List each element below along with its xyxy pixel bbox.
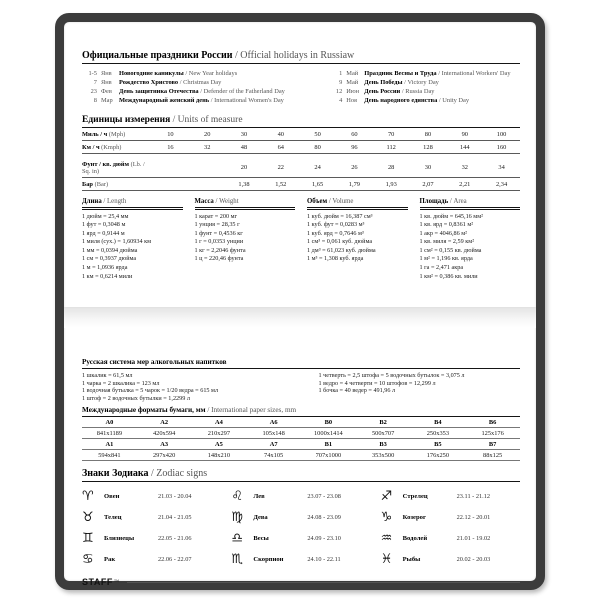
units-table-row-psi [82, 158, 520, 178]
taurus-icon: ♉ [82, 510, 94, 526]
unit-value [189, 181, 226, 188]
unit-value: 1,65 [311, 180, 324, 188]
zodiac-name: Весы [253, 535, 269, 543]
unit-value: 30 [424, 164, 432, 171]
conversion-line: 1 ярд = 0,9144 м [82, 229, 125, 237]
paper-format: B2 [379, 418, 387, 426]
paper-format: B7 [488, 440, 497, 448]
zodiac-dates: 21.03 - 20.04 [158, 493, 192, 501]
units-row-values [152, 131, 520, 138]
holiday-name [364, 78, 520, 87]
conversion-lines [307, 213, 408, 265]
paper-format: A2 [160, 418, 169, 426]
units-row-label-en: (Lb. / Sq. in) [82, 160, 145, 175]
conversion-line: 1 фут = 0,3048 м [82, 221, 126, 229]
holiday-date: 23 [90, 88, 97, 95]
units-row-label [82, 144, 152, 151]
unit-value: 160 [496, 143, 507, 151]
conversion-line: 1 дм³ = 61,023 куб. дюйма [307, 246, 376, 254]
holiday-name-en: / Christmas Day [178, 79, 222, 86]
units-row-values [152, 164, 520, 171]
paper-value-row [82, 450, 520, 461]
unit-value: 1,52 [275, 180, 287, 188]
paper-dimensions: 353x500 [371, 451, 395, 459]
zodiac-dates: 20.02 - 20.03 [456, 556, 491, 564]
conversion-line: 1 миля (сух.) = 1,60934 км [82, 238, 152, 246]
paper-dimensions: 176x250 [426, 451, 450, 459]
conversion-column-volume [307, 198, 408, 281]
zodiac-title [82, 468, 520, 482]
paper-format: B6 [488, 418, 497, 426]
unit-value: 32 [461, 164, 468, 171]
conversion-line: 1 м = 1,0936 ярда [82, 264, 128, 272]
zodiac-name: Козерог [402, 514, 426, 522]
conversion-line: 1 см³ = 0,061 куб. дюйма [307, 238, 373, 246]
units-table-row-bar [82, 178, 520, 191]
page-content [64, 50, 536, 587]
holiday-month: Фев [101, 88, 112, 95]
alcohol-line: 1 шкалик = 61,5 мл [82, 372, 133, 380]
holiday-date: 7 [93, 79, 97, 86]
conversion-title-en: / Volume [327, 198, 354, 205]
conversion-line: 1 км² = 0,386 кв. мили [419, 272, 478, 280]
unit-value: 2,34 [495, 180, 508, 188]
unit-value: 80 [424, 130, 432, 138]
virgo-icon: ♍ [231, 510, 243, 526]
holiday-row [327, 69, 520, 78]
holiday-name-en: / New Year holidays [183, 70, 238, 77]
conversion-lines [82, 213, 183, 282]
zodiac-row [82, 486, 221, 507]
holiday-name-ru: Праздник Весны и Труда [364, 70, 437, 77]
conversion-line: 1 мм = 0,0394 дюйма [82, 246, 138, 254]
alcohol-title [82, 358, 520, 369]
paper-dimensions: 297x420 [152, 451, 176, 459]
holidays-left-column [82, 69, 327, 105]
units-row-label [82, 131, 152, 138]
holiday-name-en: / International Workers' Day [436, 70, 511, 77]
paper-format: B0 [324, 418, 333, 426]
unit-value: 144 [459, 143, 470, 151]
units-row-label-ru: Бар [82, 180, 93, 188]
alcohol-block [82, 372, 520, 402]
holiday-row [82, 78, 327, 87]
libra-icon: ♎ [231, 531, 243, 547]
unit-value [189, 164, 226, 171]
paper-dimensions: 707x1000 [315, 451, 342, 459]
holiday-row [82, 69, 327, 78]
paper-format: A3 [160, 440, 169, 448]
holiday-name [119, 69, 327, 78]
diary-page [55, 13, 545, 590]
conversion-line: 1 фунт = 0,4536 кг [194, 229, 243, 237]
paper-dimensions: 210x297 [207, 429, 231, 437]
alcohol-line: 1 штоф = 2 водочных бутылки = 1,2299 л [82, 394, 190, 402]
conversion-line: 1 акр = 4046,86 м² [419, 229, 467, 237]
holiday-month: Янв [101, 79, 112, 86]
holiday-name-en: / Russia Day [400, 88, 435, 95]
conversion-lines [195, 213, 296, 265]
units-row-label-ru: Фунт / кв. дюйм [82, 160, 129, 168]
zodiac-row [381, 507, 520, 528]
conversion-title-en: / Length [101, 198, 127, 205]
zodiac-title-ru: Знаки Зодиака [82, 468, 149, 480]
paper-dimensions: 250x353 [426, 429, 450, 437]
aries-icon: ♈ [82, 489, 94, 505]
holiday-month: Май [346, 79, 359, 86]
units-row-values [152, 181, 520, 188]
zodiac-column-3 [381, 486, 520, 570]
holiday-date: 8 [93, 97, 97, 104]
holiday-date: 1 [339, 70, 343, 77]
zodiac-dates: 24.09 - 23.10 [307, 535, 341, 543]
holiday-month: Июн [346, 88, 360, 95]
page-footer [82, 577, 520, 587]
conversion-line: 1 км = 0,6214 мили [82, 272, 133, 280]
conversion-line: 1 кв. ярд = 0,8361 м² [419, 221, 474, 229]
zodiac-row [381, 528, 520, 549]
unit-value: 32 [204, 143, 211, 151]
conversion-line: 1 га = 2,471 акра [419, 264, 464, 272]
zodiac-column-2 [231, 486, 370, 570]
zodiac-grid [82, 486, 520, 570]
unit-value: 64 [277, 143, 284, 151]
units-table-row-kmph [82, 141, 520, 154]
zodiac-row [82, 549, 221, 570]
conversion-line: 1 куб. ярд = 0,7646 м³ [307, 229, 364, 237]
conversion-line: 1 унция = 28,35 г [194, 221, 240, 229]
conversion-column-weight [195, 198, 296, 281]
sagittarius-icon: ♐ [380, 489, 393, 505]
conversion-line: 1 куб. фут = 0,0283 м³ [307, 221, 365, 229]
conversion-line: 1 куб. дюйм = 16,387 см³ [307, 212, 373, 220]
holiday-row [82, 87, 327, 96]
paper-format: A0 [105, 418, 114, 426]
unit-value: 48 [240, 143, 248, 151]
capricorn-icon: ♑ [380, 510, 393, 526]
conversion-title-ru: Масса [194, 198, 214, 205]
cancer-icon: ♋ [82, 552, 94, 568]
units-row-label-ru: Миль / ч [82, 130, 108, 138]
unit-value: 112 [386, 143, 396, 151]
footer-rule [127, 582, 520, 583]
scorpio-icon: ♏ [231, 552, 243, 568]
paper-dimensions: 1000x1414 [313, 429, 343, 437]
holiday-name-en: / Victory Day [402, 79, 439, 86]
paper-format: A6 [269, 418, 278, 426]
alcohol-title-text: Русская система мер алкогольных напитков [82, 358, 227, 367]
units-table-row-mph [82, 128, 520, 141]
unit-value: 28 [387, 164, 395, 171]
leo-icon: ♌ [231, 489, 243, 505]
units-row-label-ru: Км / ч [82, 143, 100, 151]
units-row-label [82, 181, 152, 188]
holiday-name [119, 78, 327, 87]
unit-value: 20 [204, 130, 211, 138]
holiday-row [82, 96, 327, 105]
zodiac-row [82, 507, 221, 528]
paper-format: A7 [269, 440, 278, 448]
paper-sizes-title [82, 406, 520, 417]
paper-format: B3 [379, 440, 387, 448]
unit-value: 40 [277, 130, 284, 138]
holiday-name-en: / Unity Day [437, 97, 470, 104]
paper-header-row [82, 439, 520, 450]
paper-header-row [82, 417, 520, 428]
unit-value: 16 [167, 143, 174, 151]
holiday-name-ru: День России [364, 88, 401, 95]
holiday-name-en: / Defender of the Fatherland Day [198, 88, 285, 95]
conversion-column-title [307, 198, 408, 210]
zodiac-name: Водолей [402, 535, 428, 543]
paper-sizes-table [82, 417, 520, 461]
alcohol-line: 1 бочка = 40 ведер = 491,96 л [318, 387, 396, 395]
unit-value: 30 [240, 130, 248, 138]
zodiac-dates: 24.08 - 23.09 [307, 514, 341, 522]
aquarius-icon: ♒ [380, 531, 393, 547]
conversion-line: 1 м² = 1,196 кв. ярда [419, 255, 473, 263]
zodiac-name: Стрелец [402, 493, 428, 501]
conversion-line: 1 карат = 200 мг [194, 212, 238, 220]
zodiac-column-1 [82, 486, 221, 570]
conversion-column-area [420, 198, 521, 281]
zodiac-dates: 22.05 - 21.06 [158, 535, 192, 543]
page-seam-shadow [64, 307, 536, 328]
zodiac-row [381, 549, 520, 570]
unit-value: 128 [423, 143, 433, 151]
unit-value: 1,38 [238, 180, 250, 188]
units-row-label-en: (Bar) [94, 180, 109, 188]
conversion-column-title [195, 198, 296, 210]
paper-dimensions: 420x594 [152, 429, 176, 437]
units-table [82, 128, 520, 191]
units-title-ru: Единицы измерения [82, 115, 171, 125]
zodiac-title-en: / Zodiac signs [148, 468, 208, 480]
zodiac-dates: 24.10 - 22.11 [307, 556, 341, 564]
unit-value: 60 [351, 130, 358, 138]
zodiac-name: Овен [104, 493, 120, 501]
holiday-name-ru: День защитника Отечества [119, 88, 199, 95]
conversion-title-ru: Длина [82, 198, 102, 205]
holiday-row [327, 78, 520, 87]
paper-title-en: / International paper sizes, mm [205, 406, 297, 415]
conversion-line: 1 см = 0,3937 дюйма [82, 255, 137, 263]
paper-dimensions: 148x210 [207, 451, 231, 459]
conversion-title-ru: Объем [307, 198, 328, 205]
paper-format: B4 [434, 418, 442, 426]
holiday-name-ru: День народного единства [364, 97, 438, 104]
zodiac-name: Рыбы [402, 556, 421, 564]
holidays-list [82, 69, 520, 105]
holiday-month: Ноя [346, 97, 357, 104]
unit-value: 22 [277, 164, 284, 171]
unit-value: 20 [240, 164, 248, 171]
staff-logo: STAFF [82, 577, 113, 588]
alcohol-left-column [82, 372, 319, 402]
holiday-date: 1-5 [88, 70, 97, 77]
trademark-mark: ™ [113, 579, 119, 585]
alcohol-line: 1 водочная бутылка = 5 чарок = 1/20 ведра = 615 мл [82, 387, 219, 395]
unit-value: 1,93 [385, 180, 397, 188]
unit-value: 2,21 [459, 180, 471, 188]
zodiac-name: Скорпион [253, 556, 284, 564]
holiday-name [364, 69, 520, 78]
conversion-lines [420, 213, 521, 282]
conversion-line: 1 кг = 2,2046 фунта [194, 246, 246, 254]
conversion-line: 1 ц = 220,46 фунта [194, 255, 244, 263]
paper-dimensions: 74x105 [264, 451, 284, 459]
gemini-icon: ♊ [82, 531, 94, 547]
holiday-month: Янв [101, 70, 112, 77]
zodiac-name: Рак [104, 556, 116, 564]
paper-format: A5 [214, 440, 223, 448]
zodiac-row [231, 486, 370, 507]
paper-dimensions: 500x707 [371, 429, 395, 437]
paper-format: B5 [434, 440, 442, 448]
holiday-date: 12 [335, 88, 343, 95]
paper-format: A1 [105, 440, 114, 448]
unit-value: 70 [387, 130, 395, 138]
units-row-label-en: (Kmph) [101, 143, 122, 151]
zodiac-name: Лев [253, 493, 265, 501]
units-row-label [82, 161, 152, 175]
zodiac-row [82, 528, 221, 549]
alcohol-right-column [319, 372, 520, 402]
paper-value-row [82, 428, 520, 439]
zodiac-row [231, 507, 370, 528]
holiday-name [364, 87, 520, 96]
unit-value: 26 [351, 164, 358, 171]
holidays-title [82, 50, 520, 64]
pisces-icon: ♓ [380, 552, 393, 568]
unit-value: 96 [351, 143, 358, 151]
unit-value: 100 [496, 130, 507, 138]
holiday-date: 9 [339, 79, 343, 86]
holiday-name-ru: Международный женский день [119, 97, 210, 104]
paper-dimensions: 125x176 [481, 429, 504, 437]
unit-value: 34 [498, 164, 505, 171]
paper-format: A4 [214, 418, 223, 426]
unit-value: 24 [314, 164, 321, 171]
holiday-name-en: / International Women's Day [209, 97, 284, 104]
unit-value [152, 181, 189, 188]
conversion-line: 1 г = 0,0353 унции [194, 238, 244, 246]
conversion-line: 1 дюйм = 25,4 мм [82, 212, 129, 220]
zodiac-dates: 22.12 - 20.01 [456, 514, 491, 522]
units-row-label-en: (Mph) [108, 130, 126, 138]
holiday-month: Май [346, 70, 359, 77]
paper-dimensions: 88x125 [483, 451, 503, 459]
zodiac-dates: 22.06 - 22.07 [158, 556, 192, 564]
holiday-name-ru: Рождество Христово [119, 79, 179, 86]
zodiac-row [381, 486, 520, 507]
zodiac-dates: 21.01 - 19.02 [456, 535, 491, 543]
conversion-column-title [420, 198, 521, 210]
zodiac-name: Телец [104, 514, 122, 522]
unit-value: 90 [461, 130, 468, 138]
paper-dimensions: 105x148 [262, 429, 285, 437]
conversion-column-length [82, 198, 183, 281]
conversion-title-en: / Weight [213, 198, 239, 205]
holiday-row [327, 87, 520, 96]
conversion-line: 1 см² = 0,155 кв. дюйма [419, 246, 482, 254]
holidays-right-column [327, 69, 520, 105]
paper-dimensions: 594x841 [98, 451, 121, 459]
holiday-name-ru: День Победы [364, 79, 403, 86]
conversion-line: 1 кв. миля = 2,59 км² [419, 238, 475, 246]
zodiac-dates: 21.04 - 21.05 [158, 514, 192, 522]
paper-format: B1 [324, 440, 333, 448]
conversion-line: 1 м³ = 1,308 куб. ярда [307, 255, 364, 263]
alcohol-line: 1 чарка = 2 шкалика = 123 мл [82, 379, 160, 387]
holiday-month: Мар [101, 97, 113, 104]
unit-value: 80 [314, 143, 321, 151]
holidays-title-en: / Official holidays in Russiaw [232, 50, 355, 61]
alcohol-line: 1 ведро = 4 четверти = 10 штофов = 12,299 л [318, 379, 436, 387]
unit-value: 50 [314, 130, 321, 138]
zodiac-row [231, 528, 370, 549]
zodiac-dates: 23.11 - 21.12 [456, 493, 491, 501]
zodiac-dates: 23.07 - 23.08 [307, 493, 341, 501]
holiday-name [364, 96, 520, 105]
zodiac-name: Близнецы [104, 535, 135, 543]
conversion-block [82, 198, 520, 281]
conversion-title-ru: Площадь [419, 198, 449, 205]
zodiac-name: Дева [253, 514, 268, 522]
units-row-values [152, 144, 520, 151]
zodiac-row [231, 549, 370, 570]
unit-value: 1,79 [348, 180, 360, 188]
alcohol-line: 1 четверть = 2,5 штофа = 5 водочных бутылок = 3,075 л [318, 372, 465, 380]
holiday-row [327, 96, 520, 105]
unit-value [152, 164, 189, 171]
paper-dimensions: 841x1189 [96, 429, 123, 437]
conversion-line: 1 кв. дюйм = 645,16 мм² [419, 212, 483, 220]
holiday-name [119, 96, 327, 105]
unit-value: 10 [167, 130, 174, 138]
units-title-en: / Units of measure [170, 115, 243, 125]
units-title [82, 115, 520, 128]
conversion-title-en: / Area [448, 198, 467, 205]
paper-title-ru: Международные форматы бумаги, мм [82, 406, 206, 415]
holidays-title-ru: Официальные праздники России [82, 50, 233, 61]
conversion-column-title [82, 198, 183, 210]
holiday-name-ru: Новогодние каникулы [119, 70, 184, 77]
holiday-name [119, 87, 327, 96]
holiday-date: 4 [339, 97, 343, 104]
unit-value: 2,07 [422, 180, 434, 188]
